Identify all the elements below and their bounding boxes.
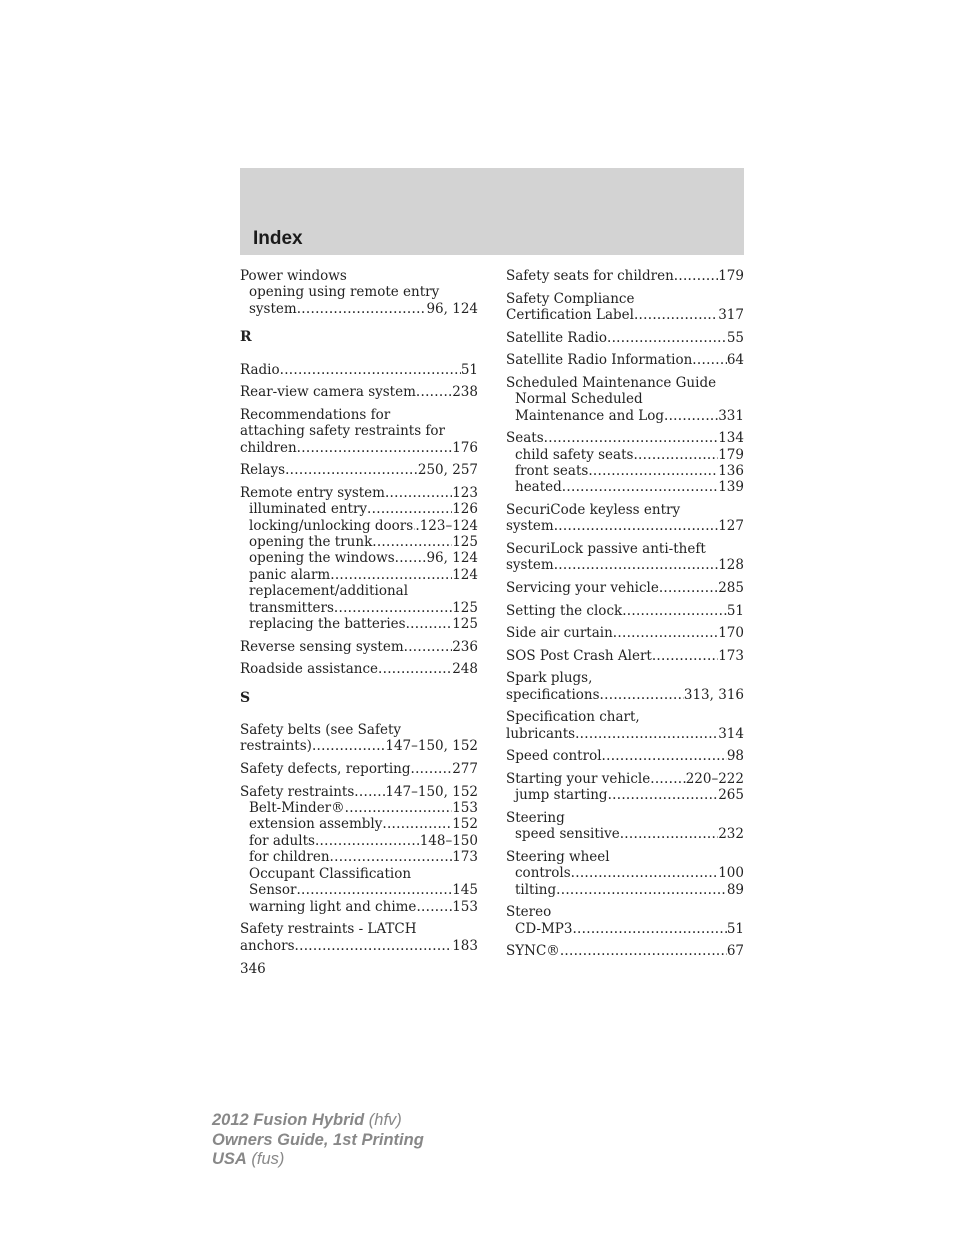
index-entry-line: [506, 748, 744, 764]
dot-leader: [650, 771, 685, 787]
page-reference: 153: [452, 800, 478, 817]
index-entry-line: [506, 603, 744, 619]
dot-leader: [634, 307, 718, 323]
index-subentry: [240, 583, 478, 599]
index-entry-line: [506, 648, 744, 664]
page-reference: 232: [718, 826, 744, 843]
footer-market-code: (fus): [246, 1150, 285, 1168]
page-reference: 236: [452, 638, 478, 655]
index-subentry: [240, 616, 478, 632]
dot-leader: [285, 462, 418, 478]
dot-leader: [345, 800, 453, 816]
index-entry: [506, 430, 744, 496]
page-reference: 170: [718, 625, 744, 642]
dot-leader: [600, 687, 684, 703]
dot-leader: [575, 726, 718, 742]
page-reference: 183: [452, 937, 478, 954]
page-reference: 89: [726, 881, 744, 898]
page-reference: 55: [726, 329, 744, 346]
index-entry-line: [506, 375, 744, 391]
page-reference: 96, 124: [426, 550, 478, 567]
index-entry-line: [506, 849, 744, 865]
dot-leader: [607, 330, 727, 346]
index-entry: [506, 709, 744, 742]
index-entry-line: [506, 268, 744, 284]
index-entry: [506, 904, 744, 937]
index-subentry: [240, 284, 478, 300]
dot-leader: [560, 943, 727, 959]
index-entry-line: [240, 661, 478, 677]
dot-leader: [556, 882, 727, 898]
page-reference: 248: [452, 661, 478, 678]
index-subentry: [240, 866, 478, 882]
entry-text: Satellite Radio: [506, 329, 607, 346]
entry-text: heated: [515, 479, 562, 496]
index-entry-line: [240, 639, 478, 655]
index-subentry: [506, 447, 744, 463]
page-reference: 152: [452, 816, 478, 833]
index-entry-line: [240, 938, 478, 954]
footer-line-1: [212, 1111, 424, 1131]
entry-text: replacement/additional: [249, 583, 409, 600]
entry-text: transmitters: [249, 599, 334, 616]
entry-text: Power windows: [240, 268, 347, 284]
index-entry: [240, 784, 478, 915]
entry-text: Safety restraints: [240, 783, 355, 800]
footer-line-2: [212, 1131, 424, 1151]
page-number: 346: [240, 961, 266, 977]
index-entry-line: [240, 921, 478, 937]
entry-text: Safety defects, reporting: [240, 761, 411, 778]
page-reference: 314: [718, 725, 744, 742]
index-subentry: [506, 826, 744, 842]
entry-text: Seats: [506, 430, 544, 447]
page-reference: 173: [452, 849, 478, 866]
index-entry-line: [240, 738, 478, 754]
page-reference: 51: [726, 602, 744, 619]
index-entry: [240, 661, 478, 677]
index-entry-line: [506, 625, 744, 641]
index-entry-line: [506, 687, 744, 703]
page-reference: .123–124: [415, 517, 478, 534]
index-entry-line: [240, 384, 478, 400]
page-reference: 125: [452, 534, 478, 551]
entry-text: illuminated entry: [249, 501, 368, 518]
index-entry: [240, 485, 478, 633]
dot-leader: [659, 580, 718, 596]
entry-text: Relays: [240, 462, 286, 479]
page-reference: 331: [718, 407, 744, 424]
page-reference: 250, 257: [417, 462, 478, 479]
index-entry: [506, 291, 744, 324]
entry-text: extension assembly: [249, 816, 383, 833]
entry-text: attaching safety restraints for: [240, 423, 445, 440]
dot-leader: [664, 408, 718, 424]
entry-text: Stereo: [506, 904, 552, 921]
index-entry: [506, 849, 744, 898]
footer-market: USA: [212, 1150, 247, 1168]
entry-text: Specification chart,: [506, 709, 640, 726]
index-entry: [506, 375, 744, 424]
dot-leader: [416, 384, 452, 400]
entry-text: Occupant Classification: [249, 865, 412, 882]
index-entry: [240, 639, 478, 655]
entry-text: speed sensitive: [515, 826, 620, 843]
index-entry-line: [240, 784, 478, 800]
dot-leader: [416, 899, 452, 915]
page-reference: 147–150, 152: [385, 783, 478, 800]
header-band: [240, 168, 744, 255]
dot-leader: [334, 600, 452, 616]
index-entry-line: [240, 268, 478, 284]
index-entry-line: [240, 485, 478, 501]
index-entry: [506, 580, 744, 596]
index-entry: [240, 462, 478, 478]
index-entry: [506, 648, 744, 664]
entry-text: Belt-Minder®: [249, 800, 345, 817]
entry-text: SecuriCode keyless entry: [506, 502, 681, 518]
entry-text: for children: [249, 849, 330, 866]
dot-leader: [562, 479, 718, 495]
index-entry: [506, 603, 744, 619]
index-column-left: [240, 268, 478, 960]
index-entry: [506, 943, 744, 959]
index-entry-line: [240, 462, 478, 478]
section-letter: S: [240, 689, 251, 706]
page-reference: 173: [718, 647, 744, 664]
entry-text: Starting your vehicle: [506, 770, 651, 787]
entry-text: warning light and chime: [249, 898, 417, 915]
page-reference: 125: [452, 599, 478, 616]
footer: [212, 1111, 424, 1170]
footer-edition: Owners Guide, 1st Printing: [212, 1130, 424, 1149]
index-entry: [240, 362, 478, 378]
index-subentry: [240, 567, 478, 583]
dot-leader: [367, 501, 452, 517]
page-reference: 265: [718, 787, 744, 804]
index-entry: [240, 921, 478, 954]
index-subentry: [240, 600, 478, 616]
index-entry-line: [240, 423, 478, 439]
dot-leader: [608, 787, 719, 803]
index-entry: [506, 330, 744, 346]
index-entry: [506, 541, 744, 574]
entry-text: Steering wheel: [506, 848, 610, 865]
entry-text: anchors: [240, 937, 295, 954]
index-subentry: [240, 816, 478, 832]
page-reference: 148–150: [419, 832, 478, 849]
dot-leader: [296, 882, 452, 898]
dot-leader: [280, 362, 461, 378]
entry-text: Radio: [240, 361, 280, 378]
page-reference: 127: [718, 518, 744, 535]
dot-leader: [312, 738, 385, 754]
entry-text: restraints): [240, 738, 312, 755]
entry-text: system: [506, 518, 554, 535]
entry-text: opening the windows: [249, 550, 395, 567]
dot-leader: [652, 648, 718, 664]
dot-leader: [571, 865, 719, 881]
index-entry-line: [240, 722, 478, 738]
page-reference: 96, 124: [426, 300, 478, 317]
entry-text: locking/unlocking doors: [249, 517, 414, 534]
index-entry-line: [506, 810, 744, 826]
index-entry: [506, 670, 744, 703]
index-entry-line: [506, 518, 744, 534]
entry-text: Recommendations for: [240, 406, 391, 423]
dot-leader: [354, 784, 385, 800]
index-entry-line: [240, 407, 478, 423]
entry-text: for adults: [249, 832, 315, 849]
dot-leader: [297, 301, 427, 317]
index-entry: [240, 268, 478, 317]
entry-text: panic alarm: [249, 566, 331, 583]
page-reference: 134: [718, 430, 744, 447]
footer-model: 2012 Fusion Hybrid: [212, 1111, 365, 1129]
page-reference: 51: [460, 361, 478, 378]
dot-leader: [554, 557, 719, 573]
dot-leader: [297, 440, 453, 456]
index-entry-line: [506, 307, 744, 323]
page-reference: 139: [718, 479, 744, 496]
entry-text: opening using remote entry: [249, 284, 440, 301]
entry-text: CD-MP3: [515, 920, 573, 937]
dot-leader: [633, 447, 718, 463]
dot-leader: [295, 938, 453, 954]
index-entry: [240, 407, 478, 456]
entry-text: Sensor: [249, 882, 297, 899]
page-reference: 128: [718, 557, 744, 574]
page-reference: 179: [718, 446, 744, 463]
entry-text: system: [249, 300, 297, 317]
index-subentry: [506, 865, 744, 881]
index-entry: [506, 810, 744, 843]
page-reference: 317: [718, 307, 744, 323]
dot-leader: [620, 826, 719, 842]
dot-leader: [692, 352, 727, 368]
entry-text: Maintenance and Log: [515, 407, 664, 424]
dot-leader: [572, 921, 726, 937]
index-subentry: [506, 391, 744, 407]
page-reference: 125: [452, 616, 478, 633]
dot-leader: [622, 603, 727, 619]
entry-text: Scheduled Maintenance Guide: [506, 374, 717, 391]
index-subentry: [506, 479, 744, 495]
entry-text: front seats: [515, 463, 589, 479]
index-entry-line: [506, 291, 744, 307]
index-subentry: [240, 882, 478, 898]
index-entry-line: [506, 430, 744, 446]
index-subentry: [240, 550, 478, 566]
index-subentry: [506, 408, 744, 424]
page-reference: 179: [718, 268, 744, 284]
page-title: Index: [253, 228, 303, 249]
entry-text: Safety restraints - LATCH: [240, 921, 417, 938]
dot-leader: [613, 625, 718, 641]
dot-leader: [382, 816, 452, 832]
index-subentry: [506, 921, 744, 937]
index-subentry: [506, 463, 744, 479]
dot-leader: [315, 833, 420, 849]
index-entry: [506, 352, 744, 368]
footer-line-3: [212, 1150, 424, 1170]
dot-leader: [330, 849, 453, 865]
index-entry-line: [240, 440, 478, 456]
entry-text: Setting the clock: [506, 602, 623, 619]
dot-leader: [385, 485, 452, 501]
page-reference: 147–150, 152: [385, 738, 478, 755]
index-entry: [506, 771, 744, 804]
entry-text: child safety seats: [515, 446, 634, 463]
page-reference: 67: [726, 943, 744, 960]
page-reference: 145: [452, 882, 478, 899]
index-entry: [506, 625, 744, 641]
entry-text: Safety belts (see Safety: [240, 722, 402, 739]
entry-text: Reverse sensing system: [240, 638, 404, 655]
index-subentry: [240, 849, 478, 865]
index-subentry: [240, 534, 478, 550]
footer-model-code: (hfv): [364, 1111, 402, 1129]
entry-text: Servicing your vehicle: [506, 580, 659, 596]
page-reference: 153: [452, 898, 478, 915]
page-reference: 100: [718, 865, 744, 882]
dot-leader: [410, 761, 452, 777]
index-entry-line: [506, 709, 744, 725]
index-entry-line: [506, 670, 744, 686]
index-subentry: [506, 882, 744, 898]
index-entry-line: [506, 352, 744, 368]
entry-text: specifications: [506, 686, 600, 703]
entry-text: Roadside assistance: [240, 661, 379, 678]
entry-text: children: [240, 439, 297, 456]
index-column-right: [506, 268, 744, 966]
page-reference: 98: [726, 748, 744, 765]
index-subentry: [506, 787, 744, 803]
index-entry: [240, 384, 478, 400]
entry-text: Satellite Radio Information: [506, 352, 693, 369]
index-subentry: [240, 501, 478, 517]
entry-text: Rear-view camera system: [240, 384, 416, 401]
index-entry: [506, 748, 744, 764]
index-subentry: [240, 301, 478, 317]
page-reference: 285: [718, 580, 744, 596]
page-reference: 64: [726, 352, 744, 369]
entry-text: SYNC®: [506, 943, 560, 960]
section-letter: R: [240, 329, 252, 346]
entry-text: Side air curtain: [506, 625, 613, 642]
entry-text: Safety Compliance: [506, 290, 635, 307]
index-subentry: [240, 833, 478, 849]
index-entry-line: [506, 726, 744, 742]
index-entry: [506, 502, 744, 535]
dot-leader: [372, 534, 452, 550]
index-subentry: [240, 518, 478, 534]
dot-leader: [404, 639, 453, 655]
dot-leader: [330, 567, 452, 583]
index-entry-line: [240, 362, 478, 378]
entry-text: Speed control: [506, 748, 602, 765]
entry-text: system: [506, 557, 554, 574]
entry-text: opening the trunk: [249, 534, 373, 551]
dot-leader: [378, 661, 452, 677]
entry-text: replacing the batteries: [249, 616, 406, 633]
entry-text: SecuriLock passive anti-theft: [506, 541, 706, 557]
page-reference: 238: [452, 384, 478, 401]
index-entry-line: [506, 580, 744, 596]
dot-leader: [395, 550, 427, 566]
entry-text: SOS Post Crash Alert: [506, 647, 652, 664]
entry-text: Steering: [506, 809, 565, 826]
dot-leader: [674, 268, 718, 284]
index-entry-line: [506, 557, 744, 573]
index-entry: [240, 761, 478, 777]
page-reference: 220–222: [685, 770, 744, 787]
index-subentry: [240, 800, 478, 816]
dot-leader: [554, 518, 719, 534]
entry-text: controls: [515, 865, 571, 882]
index-entry-line: [506, 771, 744, 787]
page-reference: 277: [452, 761, 478, 778]
entry-text: lubricants: [506, 725, 576, 742]
index-entry-line: [506, 502, 744, 518]
entry-text: Normal Scheduled: [515, 391, 643, 408]
entry-text: jump starting: [515, 787, 608, 804]
index-entry-line: [506, 904, 744, 920]
page-reference: 123: [452, 484, 478, 501]
entry-text: Certification Label: [506, 307, 634, 323]
index-entry-line: [506, 330, 744, 346]
entry-text: Spark plugs,: [506, 670, 593, 687]
page-reference: 176: [452, 439, 478, 456]
index-entry-line: [240, 761, 478, 777]
index-entry-line: [506, 541, 744, 557]
index-entry: [240, 722, 478, 755]
entry-text: Safety seats for children: [506, 268, 674, 284]
page-reference: 136: [718, 463, 744, 479]
page-reference: 124: [452, 566, 478, 583]
dot-leader: [406, 616, 453, 632]
entry-text: tilting: [515, 881, 557, 898]
index-entry-line: [506, 943, 744, 959]
page-reference: 51: [726, 920, 744, 937]
entry-text: Remote entry system: [240, 484, 385, 501]
page-reference: 126: [452, 501, 478, 518]
dot-leader: [588, 463, 718, 479]
index-entry: [506, 268, 744, 284]
dot-leader: [602, 748, 727, 764]
dot-leader: [544, 430, 719, 446]
page-reference: 313, 316: [683, 686, 744, 703]
index-subentry: [240, 899, 478, 915]
